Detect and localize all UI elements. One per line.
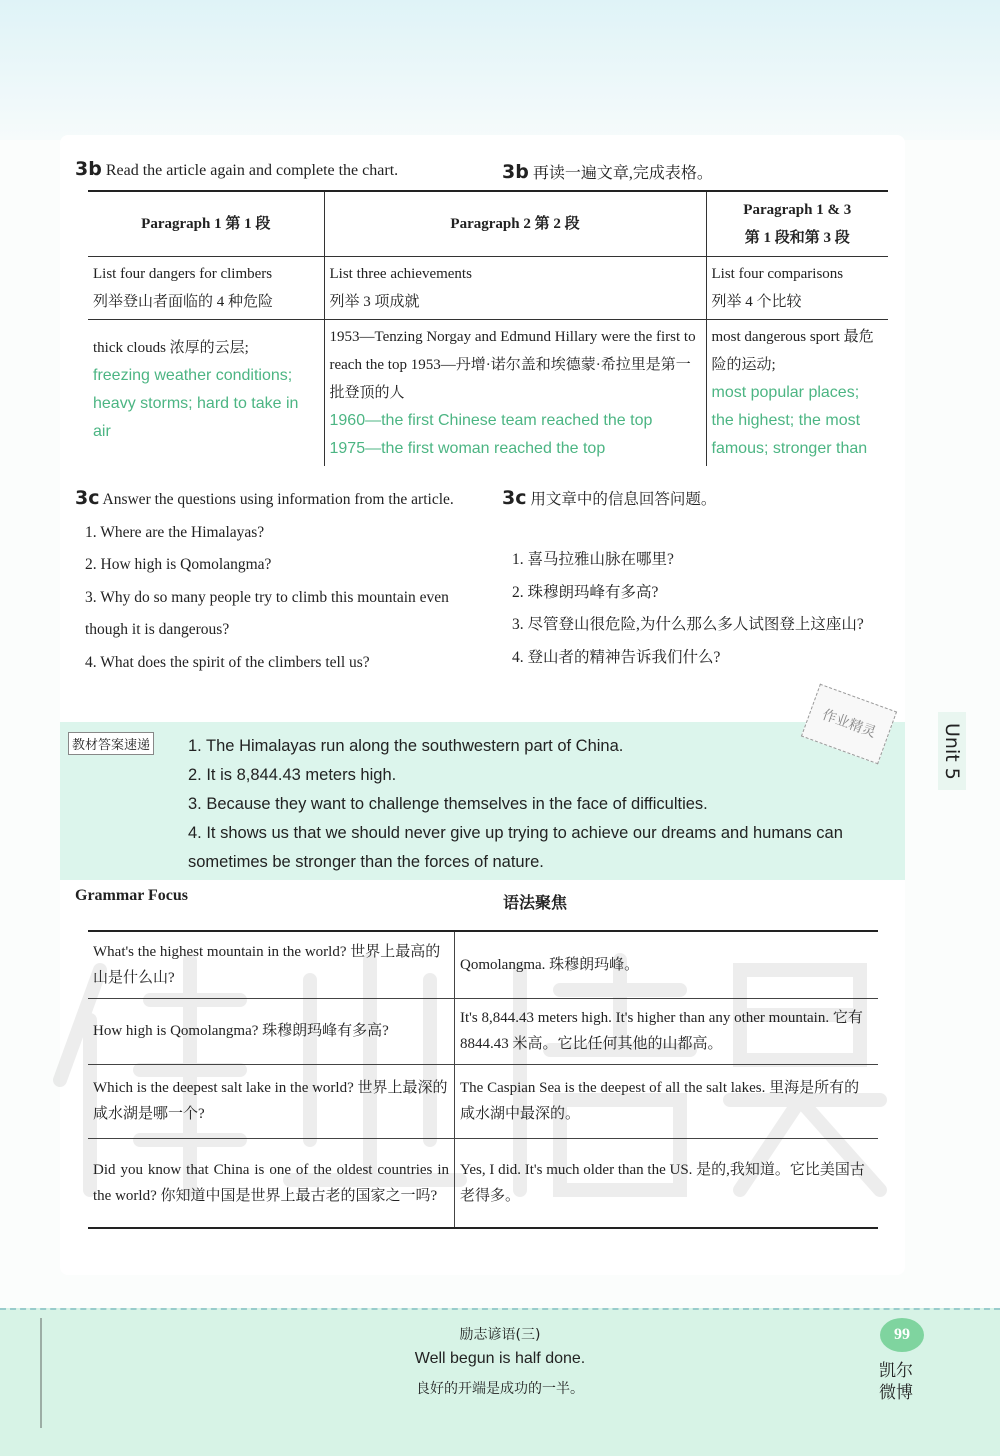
task-cell: [324, 257, 706, 320]
answer-text: 1975—the first woman reached the top: [329, 440, 606, 457]
stamp-logo: 作业精灵: [801, 684, 897, 765]
title-text: 再读一遍文章,完成表格。: [532, 165, 713, 182]
question: 3. Why do so many people try to climb this mountain even though it is dangerous?: [85, 588, 449, 638]
answer-text: 1960—the first Chinese team reached the top: [329, 412, 653, 429]
header-paragraph-1-3: [706, 191, 888, 257]
answer-item: 4. It shows us that we should never give up trying to achieve our dreams and humans can sometimes be stronger than the forces of nature.: [188, 824, 843, 871]
title-text: Answer the questions using information from the article.: [102, 491, 454, 508]
table-row: [88, 998, 878, 1064]
chart-table: [88, 190, 888, 466]
table-row: [88, 931, 878, 998]
header-background: [0, 0, 1000, 140]
task-cell: [706, 257, 888, 320]
answer-item: 1. The Himalayas run along the southwestern part of China.: [188, 737, 624, 755]
section-3c-zh: [502, 482, 902, 674]
answer-text: freezing weather conditions; heavy storms; hard to take in air: [93, 367, 299, 440]
grammar-title-en: Grammar Focus: [75, 887, 189, 904]
grammar-title-zh: 语法聚焦: [503, 893, 568, 912]
title-text: Read the article again and complete the chart.: [105, 162, 399, 179]
task-en: List four comparisons: [711, 266, 844, 282]
brand-text: 凯尔微博: [879, 1361, 913, 1403]
page-number: 99: [880, 1318, 924, 1352]
textbook-answers-box: [60, 706, 905, 880]
header-line: Paragraph 1 & 3: [743, 202, 852, 218]
section-number: 3b: [75, 158, 102, 180]
question: 4. 登山者的精神告诉我们什么?: [512, 648, 721, 666]
given-text: thick clouds 浓厚的云层;: [93, 340, 249, 356]
answer-item: 2. It is 8,844.43 meters high.: [188, 766, 397, 784]
table-row: [88, 1138, 878, 1228]
section-3b-title-zh: [502, 160, 713, 183]
answer-text: most popular places; the highest; the most famous; stronger than: [711, 384, 868, 457]
given-text: most dangerous sport 最危险的运动;: [711, 329, 874, 373]
proverb-title: 励志谚语(三): [459, 1327, 541, 1343]
header-line: 第 1 段和第 3 段: [744, 230, 850, 246]
question-cell: Did you know that China is one of the oldest countries in the world? 你知道中国是世界上最古老的国家之一吗?: [88, 1138, 455, 1228]
task-zh: 列举登山者面临的 4 种危险: [93, 294, 274, 310]
section-number: 3c: [502, 487, 527, 509]
task-zh: 列举 4 个比较: [711, 294, 802, 310]
section-number: 3b: [502, 161, 529, 183]
question: 2. 珠穆朗玛峰有多高?: [512, 583, 659, 601]
header-paragraph-1: Paragraph 1 第 1 段: [141, 216, 271, 232]
grammar-table: [88, 930, 878, 1229]
question: 2. How high is Qomolangma?: [85, 556, 272, 573]
section-3b-title-en: [75, 158, 398, 180]
answer-cell: [88, 320, 324, 467]
answer-cell: It's 8,844.43 meters high. It's higher than any other mountain. 它有 8844.43 米高。它比任何其他的山都高。: [460, 1010, 863, 1052]
question: 4. What does the spirit of the climbers tell us?: [85, 653, 370, 671]
answers-label: 教材答案速递: [68, 732, 154, 755]
cartoon-boy-illustration: [40, 1318, 112, 1428]
question: 1. Where are the Himalayas?: [85, 523, 265, 541]
task-cell: [88, 257, 324, 320]
answer-cell: Qomolangma. 珠穆朗玛峰。: [460, 956, 640, 973]
table-header-row: [88, 191, 888, 257]
table-row: [88, 257, 888, 320]
question-cell: How high is Qomolangma? 珠穆朗玛峰有多高?: [88, 998, 455, 1064]
answers-list: [188, 732, 878, 877]
answer-cell: Yes, I did. It's much older than the US. 是的,我知道。它比美国古老得多。: [460, 1161, 865, 1204]
unit-tab: Unit 5: [938, 712, 966, 790]
task-en: List four dangers for climbers: [93, 266, 273, 282]
table-row: [88, 1064, 878, 1138]
table-row: [88, 320, 888, 467]
proverb-en: Well begun is half done.: [414, 1350, 586, 1367]
question-cell: What's the highest mountain in the world? 世界上最高的山是什么山?: [88, 931, 455, 998]
footer-band: [0, 1308, 1000, 1456]
question: 1. 喜马拉雅山脉在哪里?: [512, 551, 674, 568]
answer-cell: [706, 320, 888, 467]
answer-cell: [324, 320, 706, 467]
section-3c-en: [75, 482, 470, 679]
task-en: List three achievements: [329, 266, 472, 282]
answer-cell: The Caspian Sea is the deepest of all the salt lakes. 里海是所有的咸水湖中最深的。: [460, 1080, 860, 1122]
given-text: 1953—Tenzing Norgay and Edmund Hillary were the first to reach the top 1953—丹增·诺尔盖和埃德蒙·希拉里是第一批登顶的人: [329, 329, 696, 401]
question-cell: Which is the deepest salt lake in the world? 世界上最深的咸水湖是哪一个?: [88, 1064, 455, 1138]
answer-item: 3. Because they want to challenge themselves in the face of difficulties.: [188, 795, 708, 813]
proverb-zh: 良好的开端是成功的一半。: [416, 1382, 584, 1397]
header-paragraph-2: Paragraph 2 第 2 段: [324, 191, 706, 257]
task-zh: 列举 3 项成就: [329, 294, 420, 310]
question: 3. 尽管登山很危险,为什么那么多人试图登上这座山?: [512, 616, 864, 633]
title-text: 用文章中的信息回答问题。: [530, 491, 717, 508]
section-number: 3c: [75, 487, 100, 509]
